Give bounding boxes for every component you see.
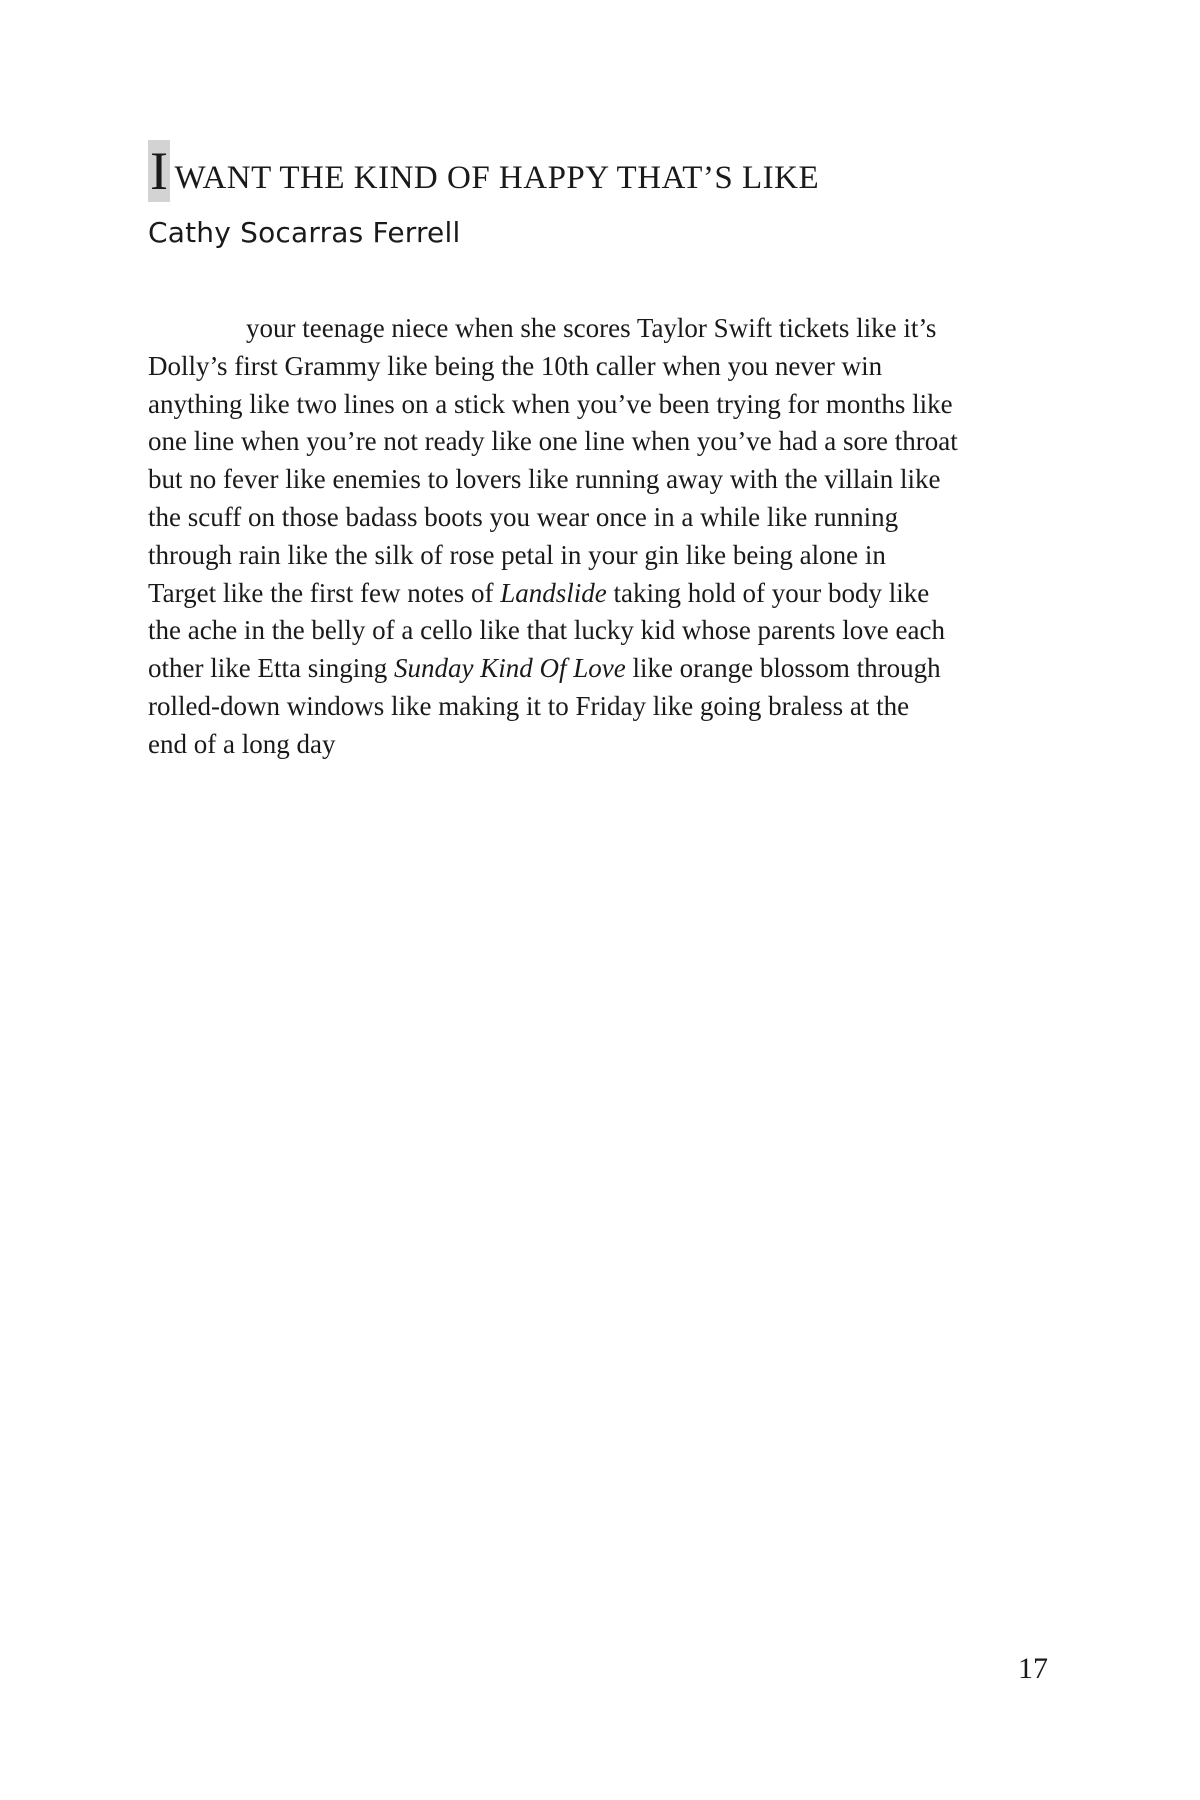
poem-line-text: the scuff on those badass boots you wear once in a while like running [148,501,899,532]
poem-line-text: one line when you’re not ready like one line when you’ve had a sore throat [148,426,958,457]
poem-line [148,348,1048,386]
author-name: Cathy Socarras Ferrell [148,216,461,249]
song-title-sunday-kind-of-love: Sunday Kind Of Love [393,653,626,684]
title-text: WANT THE KIND OF HAPPY THAT’S LIKE [174,160,820,196]
poem-line-text: Target like the first few notes of [148,577,501,608]
poem-line [148,386,1048,424]
poem-title [148,140,1048,202]
poem-line [148,423,1048,461]
poem-line-text: end of a long day [148,728,336,759]
poem-line-text: through rain like the silk of rose petal in your gin like being alone in [148,539,886,570]
poem-body [148,310,1048,764]
poem-line-text: the ache in the belly of a cello like that lucky kid whose parents love each [148,615,945,646]
poem-line [148,612,1048,650]
poem-line [148,537,1048,575]
poem-line [148,461,1048,499]
poem-line-text: Dolly’s first Grammy like being the 10th caller when you never win [148,350,883,381]
song-title-landslide: Landslide [500,577,607,608]
poem-line-text: like orange blossom through [625,653,941,684]
poem-line-text: your teenage niece when she scores Taylor Swift tickets like it’s [246,313,937,343]
poem-line-text: anything like two lines on a stick when you’ve been trying for months like [148,388,953,419]
poem-line-text: taking hold of your body like [606,577,930,608]
page-number: 17 [1018,1652,1048,1685]
poem-line [148,575,1048,613]
poem-line [148,726,1048,764]
poem-line [148,499,1048,537]
poem-line [148,310,1048,348]
poem-line-text: but no fever like enemies to lovers like running away with the villain like [148,464,941,495]
title-block [148,140,1048,249]
poem-line-text: other like Etta singing [148,653,394,684]
poem-line [148,688,1048,726]
poem-line [148,650,1048,688]
poem-line-text: rolled-down windows like making it to Friday like going braless at the [148,690,910,721]
title-drop-cap: I [150,141,169,201]
